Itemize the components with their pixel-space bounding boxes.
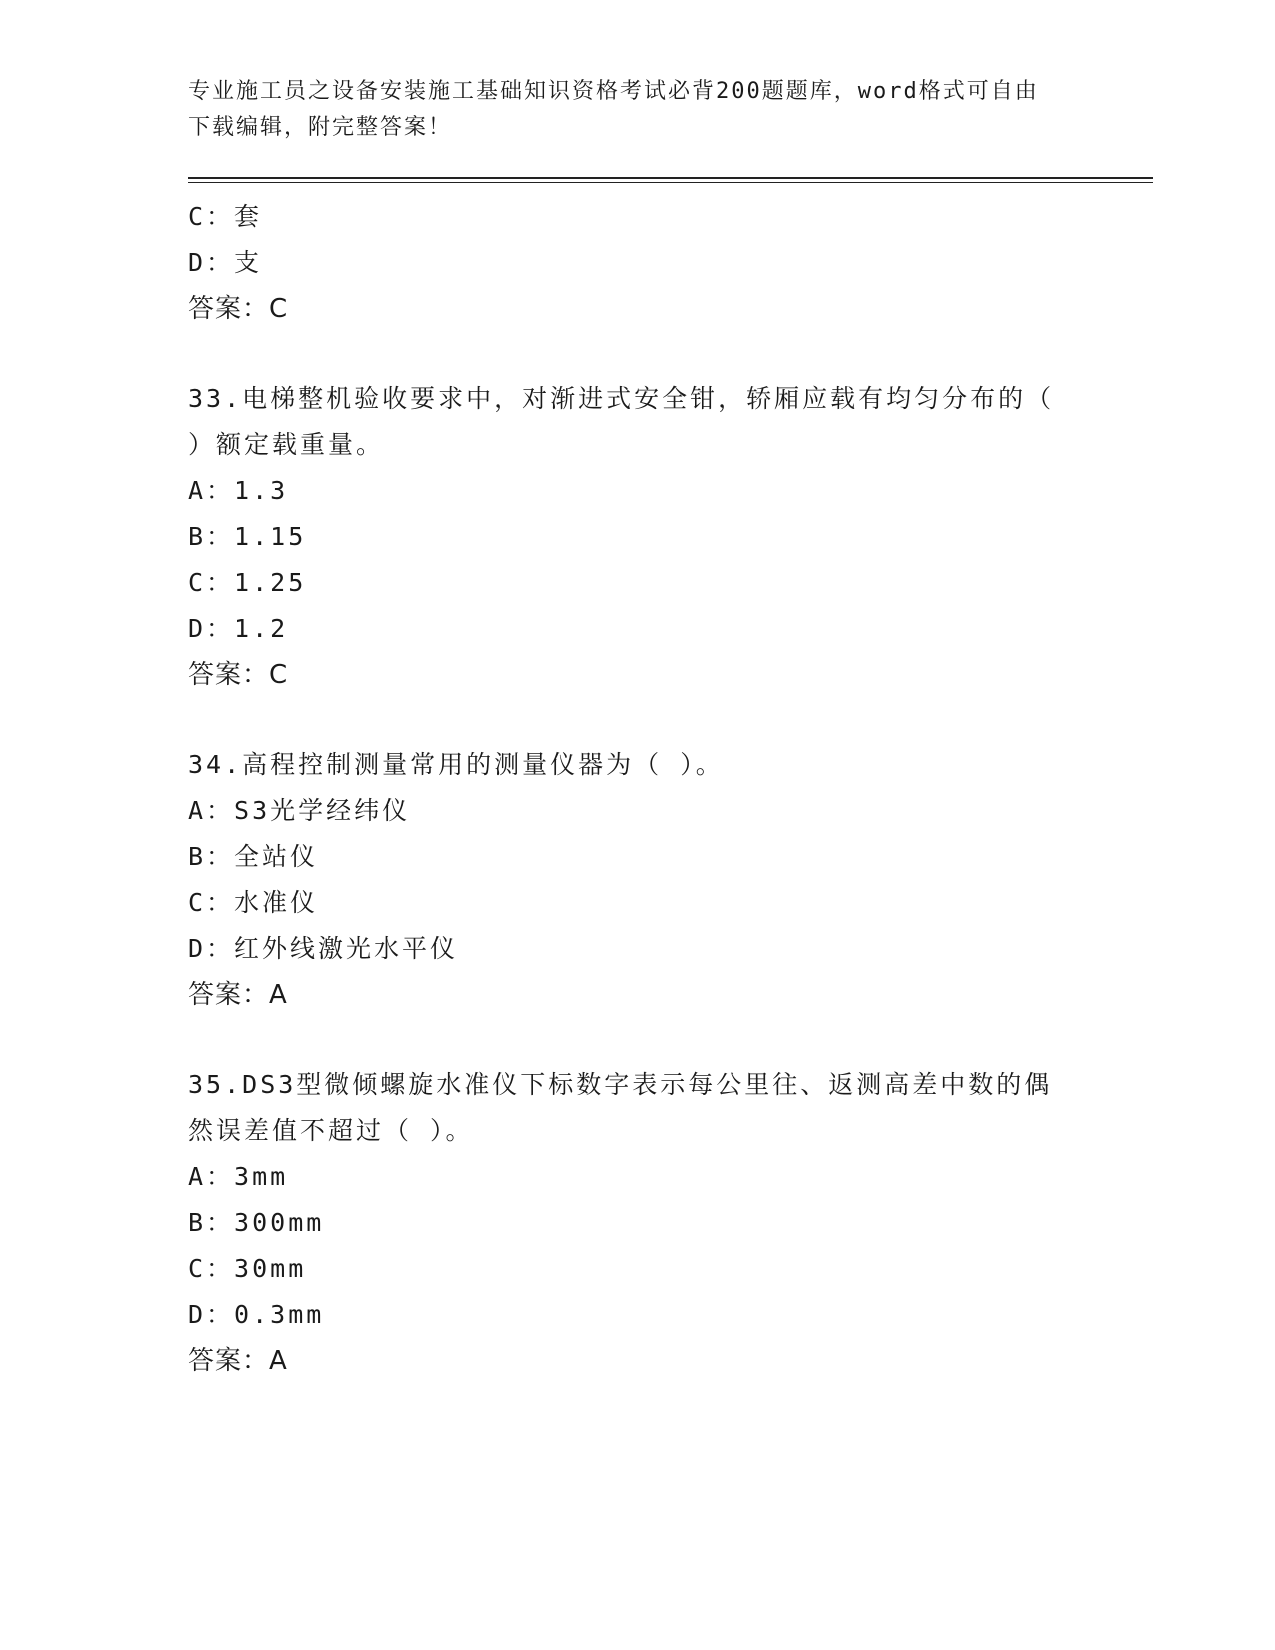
- answer-line: 答案：C: [188, 660, 289, 690]
- question-35: [188, 1062, 1088, 1384]
- header-divider-top: [188, 177, 1153, 179]
- option-b: B：1.15: [188, 522, 307, 551]
- header-divider-bottom: [188, 182, 1153, 183]
- option-c: C：套: [188, 202, 263, 231]
- question-32: [188, 194, 1088, 332]
- question-stem-line-1: 35.DS3型微倾螺旋水准仪下标数字表示每公里往、返测高差中数的偶: [188, 1070, 1053, 1099]
- question-33: [188, 376, 1088, 698]
- option-d: D：0.3mm: [188, 1300, 325, 1329]
- header-line-1: 专业施工员之设备安装施工基础知识资格考试必背200题题库，word格式可自由: [188, 79, 1039, 104]
- answer-line: 答案：C: [188, 294, 289, 324]
- header-line-2: 下载编辑，附完整答案！: [188, 115, 453, 140]
- answer-line: 答案：A: [188, 1346, 288, 1376]
- question-stem-line-2: ）额定载重量。: [188, 430, 385, 459]
- option-d: D：红外线激光水平仪: [188, 934, 459, 963]
- option-a: A：1.3: [188, 476, 289, 505]
- question-list: [188, 194, 1088, 1384]
- option-b: B：全站仪: [188, 842, 319, 871]
- option-b: B：300mm: [188, 1208, 325, 1237]
- document-header: [188, 74, 1068, 146]
- option-c: C：1.25: [188, 568, 307, 597]
- option-d: D：1.2: [188, 614, 289, 643]
- answer-line: 答案：A: [188, 980, 288, 1010]
- option-a: A：3mm: [188, 1162, 289, 1191]
- option-a: A：S3光学经纬仪: [188, 796, 411, 825]
- question-stem-line-1: 33.电梯整机验收要求中，对渐进式安全钳，轿厢应载有均匀分布的（: [188, 384, 1055, 413]
- question-34: [188, 742, 1088, 1018]
- option-c: C：水准仪: [188, 888, 319, 917]
- option-c: C：30mm: [188, 1254, 307, 1283]
- question-stem-line-2: 然误差值不超过（ ）。: [188, 1116, 474, 1145]
- option-d: D：支: [188, 248, 263, 277]
- question-stem-line-1: 34.高程控制测量常用的测量仪器为（ ）。: [188, 750, 724, 779]
